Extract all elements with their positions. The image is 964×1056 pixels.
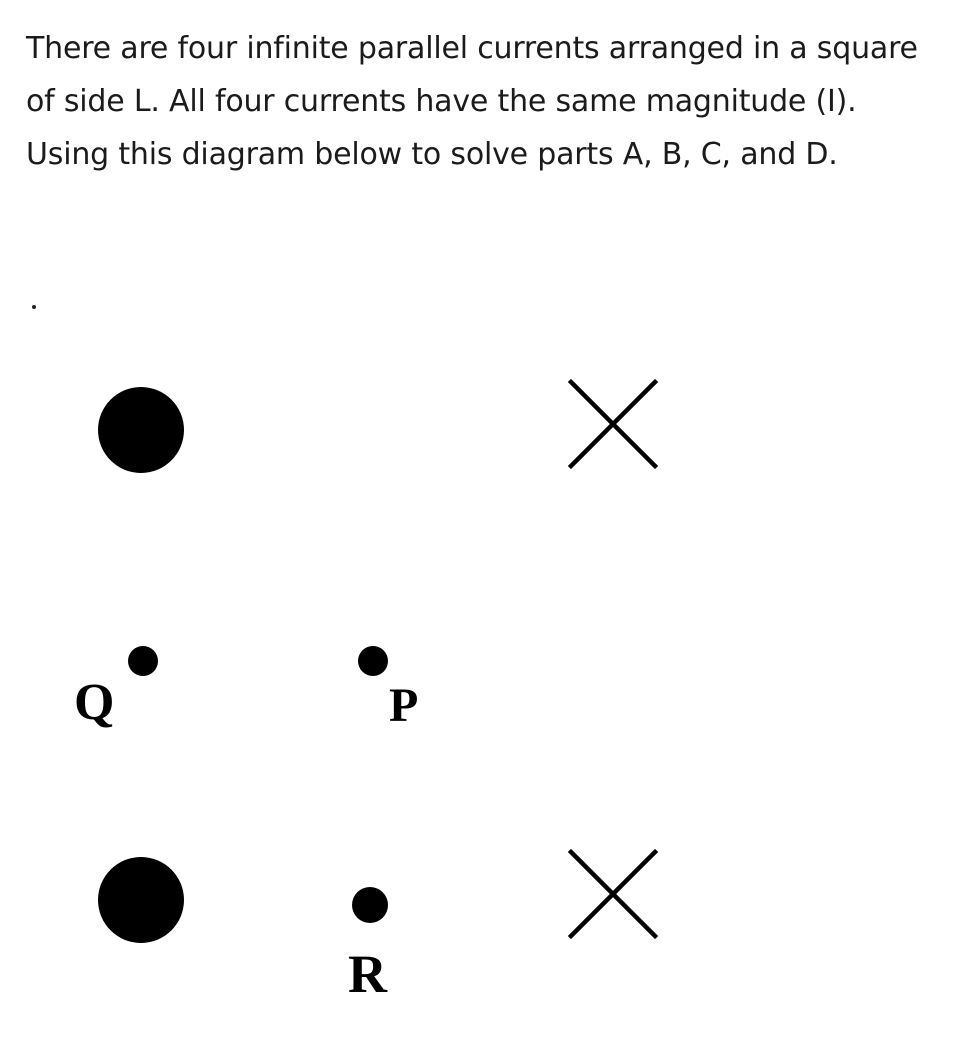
point-r-dot [352,887,388,923]
point-p-dot [358,646,388,676]
point-q-dot [128,646,158,676]
current-top-left-dot [98,387,184,473]
point-r-label: R [348,944,387,1004]
current-bottom-right-cross [571,852,655,936]
current-top-right-cross [571,382,655,466]
point-q-label: Q [74,674,115,731]
current-bottom-left-dot [98,857,184,943]
point-p-label: P [389,679,419,732]
problem-statement: There are four infinite parallel currents arranged in a square of side L. All four currents have the same magnitude (I). Using this diagram below to solve parts A, B, C, and D. [26,31,918,172]
